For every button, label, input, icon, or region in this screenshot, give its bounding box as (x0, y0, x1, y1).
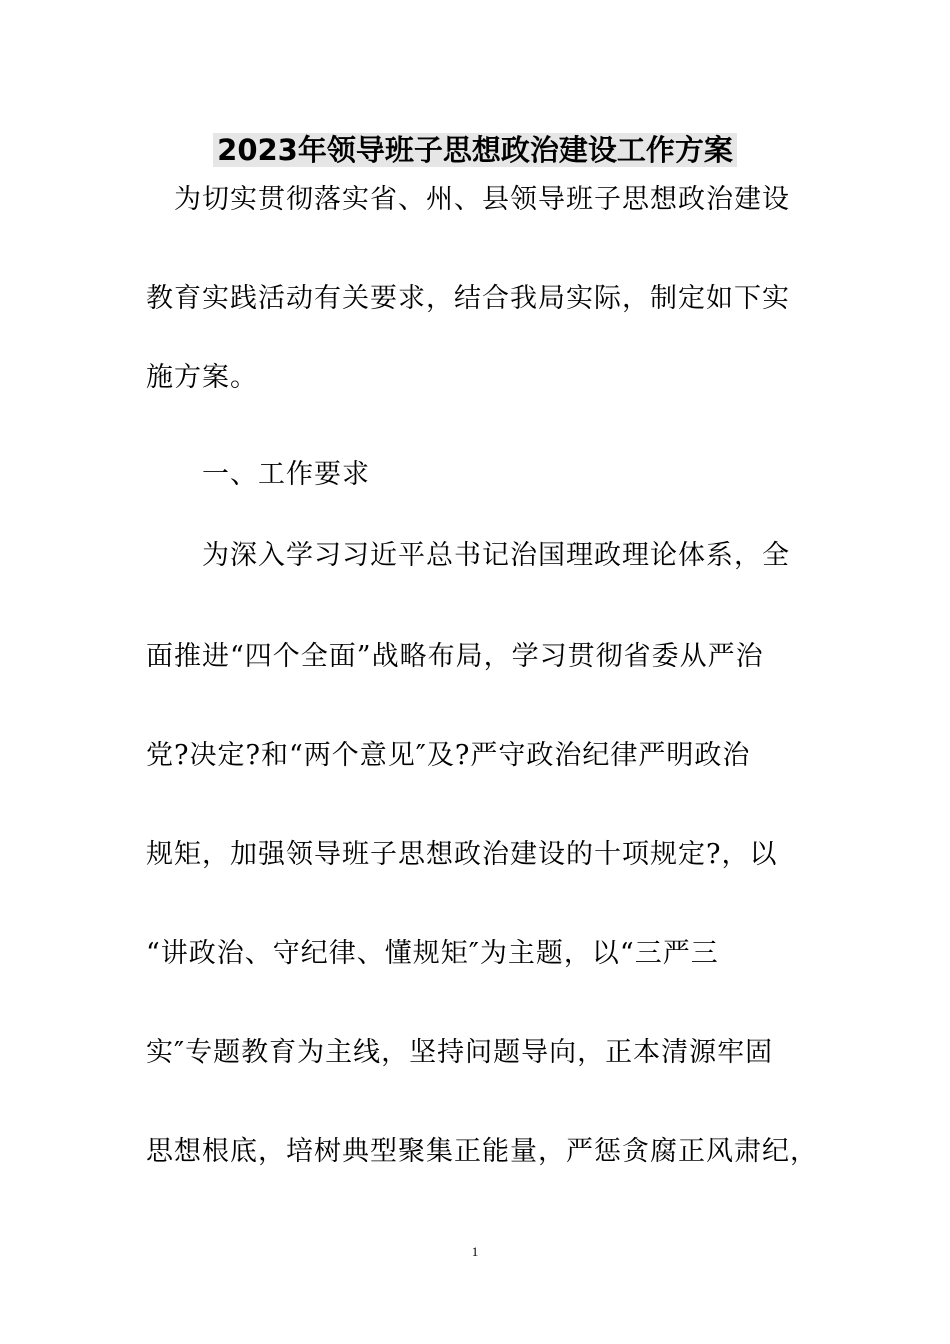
document-title (0, 128, 950, 172)
body-line: 规矩，加强领导班子思想政治建设的十项规定?，以 (146, 839, 778, 870)
body-line: 面推进“四个全面”战略布局，学习贯彻省委从严治 (146, 641, 764, 672)
body-line: “讲政治、守纪律、懂规矩″为主题，以“三严三 (146, 938, 719, 969)
body-line: 为切实贯彻落实省、州、县领导班子思想政治建设 (146, 184, 790, 215)
section-heading: 一、工作要求 (146, 459, 370, 490)
body-line: 施方案。 (146, 362, 258, 393)
body-line: 思想根底，培树典型聚集正能量，严惩贪腐正风肃纪， (146, 1136, 818, 1167)
document-title-text: 2023年领导班子思想政治建设工作方案 (213, 133, 737, 167)
body-line: 实″专题教育为主线，坚持问题导向，正本清源牢固 (146, 1037, 774, 1068)
body-line: 教育实践活动有关要求，结合我局实际，制定如下实 (146, 283, 790, 314)
body-line: 党?决定?和“两个意见″及?严守政治纪律严明政治 (146, 740, 751, 771)
body-line: 为深入学习习近平总书记治国理政理论体系，全 (146, 540, 790, 571)
page-number: 1 (471, 1244, 479, 1259)
